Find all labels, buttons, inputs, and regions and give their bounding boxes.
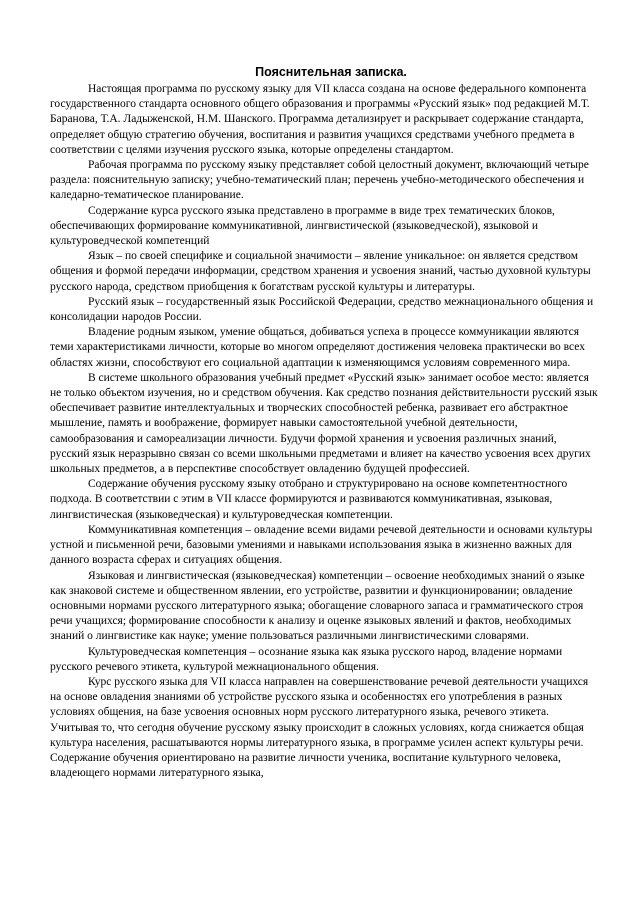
paragraph-12: Курс русского языка для VII класса направлен на совершенствование речевой деятельности учащихся на основе овладения знаниями об устройстве русского языка и особенностях его употребления в разных условиях общения, на базе усвоения основных норм русского литературного языка, речевого этикета. Учитывая то, что сегодня обучение русскому языку происходит в сложных условиях, когда снижается общая культура населения, расшатываются нормы литературного языка, в программе усилен аспект культуры речи. Содержание обучения ориентировано на развитие личности ученика, воспитание культурного человека, владеющего нормами литературного языка,	[50, 675, 589, 780]
document-page	[50, 64, 598, 781]
paragraph-8: Содержание обучения русскому языку отобрано и структурировано на основе компетентностного подхода. В соответствии с этим в VII классе формируются и развиваются коммуникативная, языковая, лингвистическая (языковедческая) и культуроведческая компетенции.	[50, 478, 568, 521]
paragraph-5: Русский язык – государственный язык Российской Федерации, средство межнационального общения и консолидации народов России.	[50, 295, 594, 324]
paragraph-2: Рабочая программа по русскому языку представляет собой целостный документ, включающий четыре раздела: пояснительную записку; учебно-тематический план; перечень учебно-методического обеспечения и каледарно-тематическое планирование.	[50, 159, 589, 202]
page-title: Пояснительная записка.	[255, 65, 407, 79]
paragraph-9: Коммуникативная компетенция – овладение всеми видами речевой деятельности и основами культуры устной и письменной речи, базовыми умениями и навыками использования языка в жизненно важных для данного возраста сферах и ситуациях общения.	[50, 523, 593, 567]
paragraph-10: Языковая и лингвистическая (языковедческая) компетенции – освоение необходимых знаний о языке как знаковой системе и общественном явлении, его устройстве, развитии и функционировании; овладение основными нормами русского литературного языка; обогащение словарного запаса и грамматического строя речи учащихся; формирование способности к анализу и оценке языковых явлений и фактов, необходимых знаний о лингвистике как науке; умение пользоваться различными лингвистическими словарями.	[50, 569, 585, 643]
paragraph-4: Язык – по своей специфике и социальной значимости – явление уникальное: он является средством общения и формой передачи информации, средством хранения и усвоения знаний, частью духовной культуры русского народа, средством приобщения к богатствам русской культуры и литературы.	[50, 250, 591, 293]
paragraph-1: Настоящая программа по русскому языку для VII класса создана на основе федерального компонента государственного стандарта основного общего образования и программы «Русский язык» под редакцией М.Т. Баранова, Т.А. Ладыженской, Н.М. Шанского. Программа детализирует и раскрывает содержание стандарта, определяет общую стратегию обучения, воспитания и развития учащихся средствами учебного предмета в соответствии с целями изучения русского языка, которые определены стандартом.	[50, 83, 590, 156]
paragraph-3: Содержание курса русского языка представлено в программе в виде трех тематических блоков, обеспечивающих формирование коммуникативной, лингвистической (языковедческой), языковой и культуроведческой компетенций	[50, 204, 555, 248]
paragraph-11: Культуроведческая компетенция – осознание языка как языка русского народ, владение нормами русского речевого этикета, культурой межнационального общения.	[50, 645, 563, 673]
paragraph-6: Владение родным языком, умение общаться, добиваться успеха в процессе коммуникации являются теми характеристиками личности, которые во многом определяют достижения человека практически во всех областях жизни, способствуют его социальной адаптации к изменяющимся условиям современного мира.	[50, 326, 585, 369]
paragraph-7: В системе школьного образования учебный предмет «Русский язык» занимает особое место: является не только объектом изучения, но и средством обучения. Как средство познания действительности русский язык обеспечивает развитие интеллектуальных и творческих способностей ребенка, развивает его абстрактное мышление, память и воображение, формирует навыки самостоятельной учебной деятельности, самообразования и самореализации личности. Будучи формой хранения и усвоения различных знаний, русский язык неразрывно связан со всеми школьными предметами и влияет на качество усвоения всех других школьных предметов, а в перспективе способствует овладению будущей профессией.	[50, 371, 598, 476]
